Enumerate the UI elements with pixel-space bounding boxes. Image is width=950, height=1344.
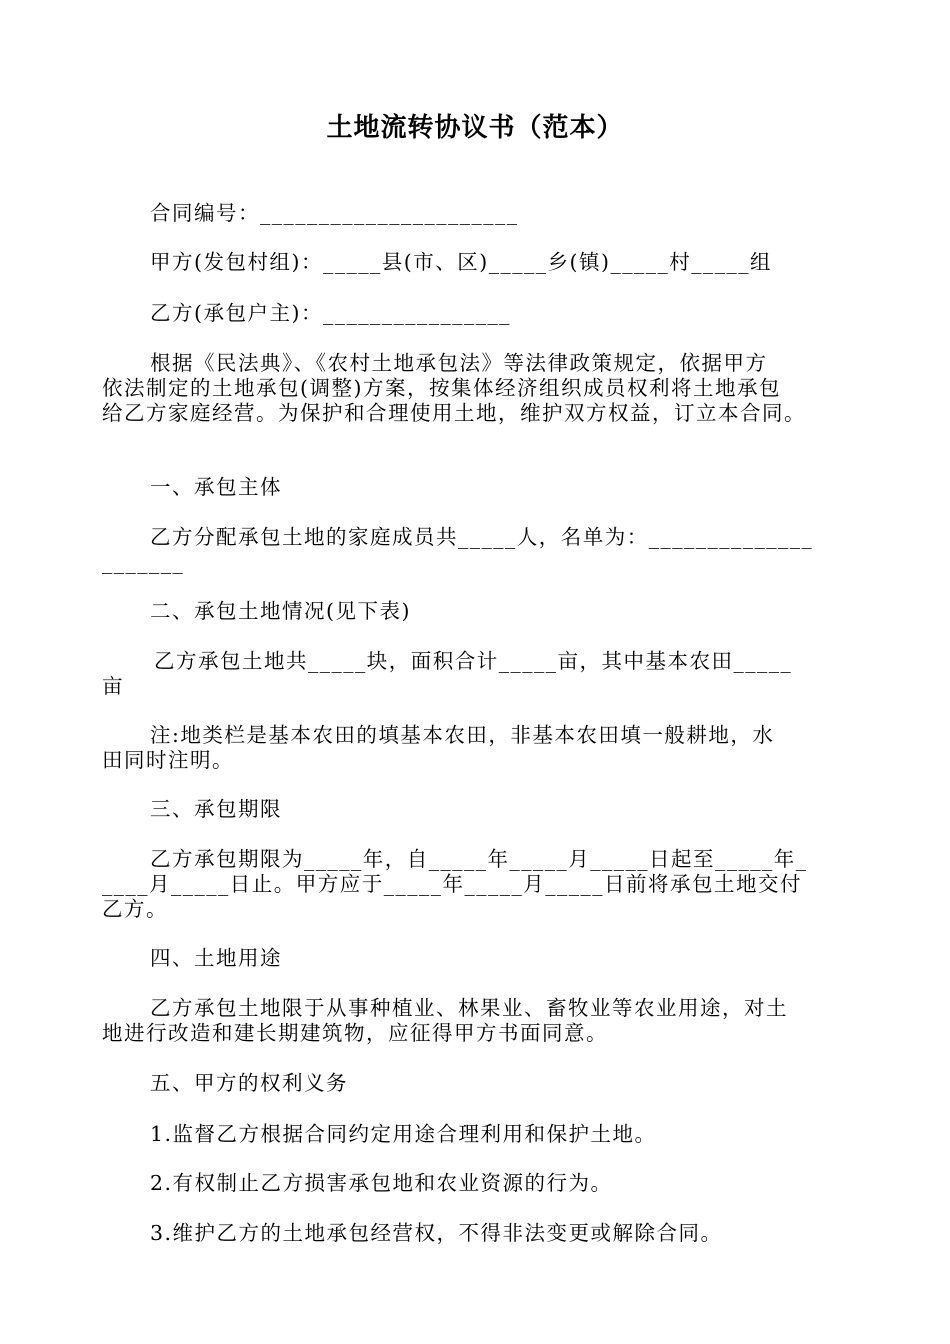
section-heading: 三、承包期限: [150, 797, 282, 821]
note-line: 田同时注明。: [102, 748, 234, 772]
intro-line: 给乙方家庭经营。为保护和合理使用土地，维护双方权益，订立本合同。: [102, 401, 806, 425]
section-body-line: 乙方分配承包土地的家庭成员共_____人，名单为：______________: [150, 525, 814, 549]
list-item: 3.维护乙方的土地承包经营权，不得非法变更或解除合同。: [150, 1221, 723, 1245]
section-heading: 五、甲方的权利义务: [150, 1071, 348, 1095]
section-body-line: ____月_____日止。甲方应于_____年_____月_____日前将承包土地交付: [102, 872, 802, 896]
note-line: 注:地类栏是基本农田的填基本农田，非基本农田填一般耕地，水: [150, 723, 775, 747]
party-b-line: 乙方(承包户主)：________________: [150, 301, 511, 325]
contract-number-line: 合同编号：______________________: [150, 201, 519, 225]
section-body-line: 乙方。: [102, 897, 168, 921]
intro-line: 根据《民法典》、《农村土地承包法》等法律政策规定，依据甲方: [150, 351, 768, 375]
section-body-line: 乙方承包土地共_____块，面积合计_____亩，其中基本农田_____: [154, 649, 793, 673]
section-body-line: 乙方承包土地限于从事种植业、林果业、畜牧业等农业用途，对土: [150, 996, 788, 1020]
section-body-line: _______: [102, 550, 185, 574]
list-item: 2.有权制止乙方损害承包地和农业资源的行为。: [150, 1171, 613, 1195]
document-title: 土地流转协议书（范本）: [326, 113, 624, 143]
section-heading: 四、土地用途: [150, 946, 282, 970]
section-heading: 二、承包土地情况(见下表): [150, 599, 411, 623]
section-heading: 一、承包主体: [150, 475, 282, 499]
section-body-line: 地进行改造和建长期建筑物，应征得甲方书面同意。: [102, 1021, 608, 1045]
party-a-line: 甲方(发包村组)：_____县(市、区)_____乡(镇)_____村_____组: [150, 250, 772, 274]
intro-line: 依法制定的土地承包(调整)方案，按集体经济组织成员权利将土地承包: [102, 376, 781, 400]
section-body-line: 亩: [102, 674, 124, 698]
list-item: 1.监督乙方根据合同约定用途合理利用和保护土地。: [150, 1122, 657, 1146]
section-body-line: 乙方承包期限为_____年，自_____年_____月_____日起至_____年_: [150, 847, 808, 871]
